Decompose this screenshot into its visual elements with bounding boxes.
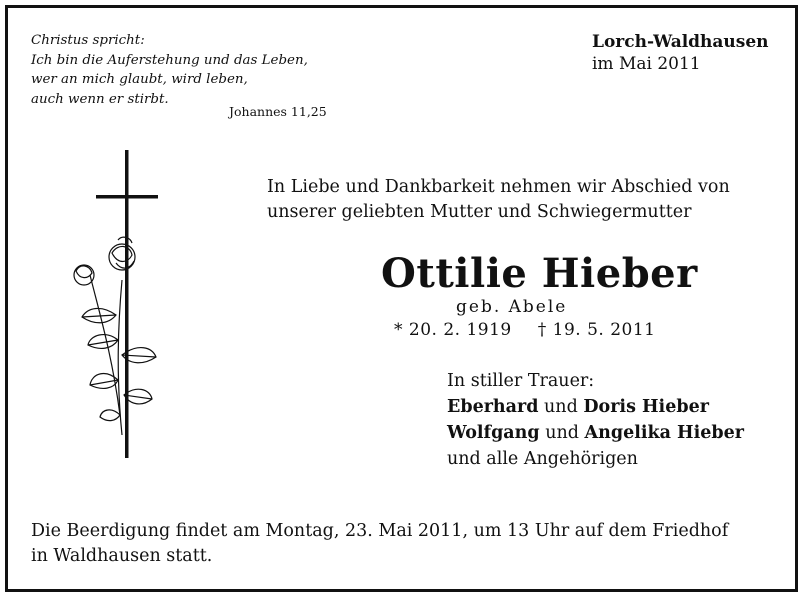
verse-reference: Johannes 11,25 [229, 104, 327, 119]
joiner: und [545, 423, 579, 443]
bible-verse [31, 31, 308, 109]
intro-line: In Liebe und Dankbarkeit nehmen wir Abschied von [267, 177, 730, 197]
place-name: Lorch-Waldhausen [592, 32, 769, 52]
family-line [447, 420, 744, 446]
mourners-block [447, 368, 744, 472]
verse-line: Christus spricht: [31, 33, 145, 48]
mourning-heading: In stiller Trauer: [447, 371, 595, 391]
life-dates [394, 320, 655, 340]
funeral-line: in Waldhausen statt. [31, 546, 213, 566]
mourner-name: Angelika Hieber [584, 423, 744, 443]
funeral-info [31, 519, 728, 569]
death-date: † 19. 5. 2011 [537, 320, 656, 340]
notice-date: im Mai 2011 [592, 54, 701, 74]
verse-line: wer an mich glaubt, wird leben, [31, 72, 248, 87]
intro-line: unserer geliebten Mutter und Schwiegermutter [267, 202, 692, 222]
birth-date: * 20. 2. 1919 [394, 320, 512, 340]
family-line [447, 394, 744, 420]
mourner-name: Doris Hieber [583, 397, 709, 417]
funeral-line: Die Beerdigung findet am Montag, 23. Mai 2011, um 13 Uhr auf dem Friedhof [31, 521, 729, 541]
maiden-name: geb. Abele [456, 297, 568, 317]
verse-line: auch wenn er stirbt. [31, 91, 169, 107]
cross-with-roses-icon [60, 145, 180, 465]
other-relatives: und alle Angehörigen [447, 449, 638, 469]
farewell-intro [267, 175, 730, 225]
mourner-name: Eberhard [447, 397, 539, 417]
deceased-name: Ottilie Hieber [381, 250, 698, 297]
verse-line: Ich bin die Auferstehung und das Leben, [31, 52, 308, 68]
mourner-name: Wolfgang [447, 423, 540, 443]
joiner: und [544, 397, 578, 417]
